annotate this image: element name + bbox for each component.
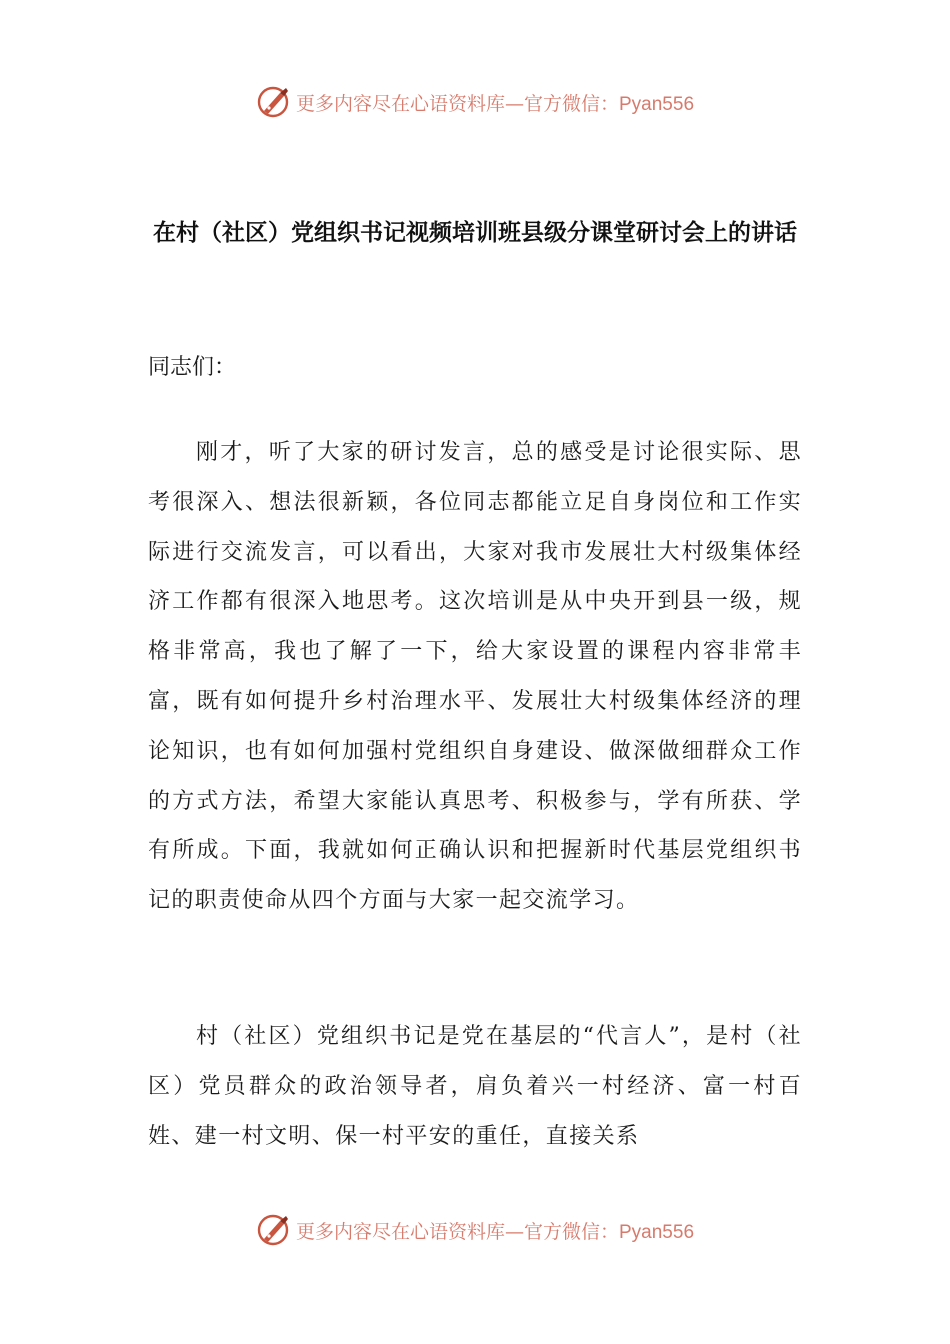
watermark-text-cn: 更多内容尽在心语资料库—官方微信： xyxy=(295,1220,619,1243)
pen-nib-logo-icon xyxy=(256,84,292,120)
watermark-text xyxy=(296,1217,694,1244)
salutation: 同志们： xyxy=(148,355,237,380)
paragraph: 村（社区）党组织书记是党在基层的“代言人”，是村（社区）党员群众的政治领导者，肩负着兴一村经济、富一村百姓、建一村文明、保一村平安的重任，直接关系 xyxy=(148,1024,802,1149)
footer-watermark xyxy=(0,1210,950,1250)
watermark-wechat-id: Pyan556 xyxy=(619,1221,695,1243)
pen-nib-logo-icon xyxy=(256,1212,292,1248)
watermark-wechat-id: Pyan556 xyxy=(619,93,695,115)
paragraph: 刚才，听了大家的研讨发言，总的感受是讨论很实际、思考很深入、想法很新颖，各位同志都能立足自身岗位和工作实际进行交流发言，可以看出，大家对我市发展壮大村级集体经济工作都有很深入地思考。这次培训是从中央开到县一级，规格非常高，我也了解了一下，给大家设置的课程内容非常丰富，既有如何提升乡村治理水平、发展壮大村级集体经济的理论知识，也有如何加强村党组织自身建设、做深做细群众工作的方式方法，希望大家能认真思考、积极参与，学有所获、学有所成。下面，我就如何正确认识和把握新时代基层党组织书记的职责使命从四个方面与大家一起交流学习。 xyxy=(148,440,802,914)
header-watermark xyxy=(0,82,950,122)
watermark-text xyxy=(296,89,694,116)
watermark-text-cn: 更多内容尽在心语资料库—官方微信： xyxy=(295,92,619,115)
document-title: 在村（社区）党组织书记视频培训班县级分课堂研讨会上的讲话 xyxy=(153,220,797,246)
